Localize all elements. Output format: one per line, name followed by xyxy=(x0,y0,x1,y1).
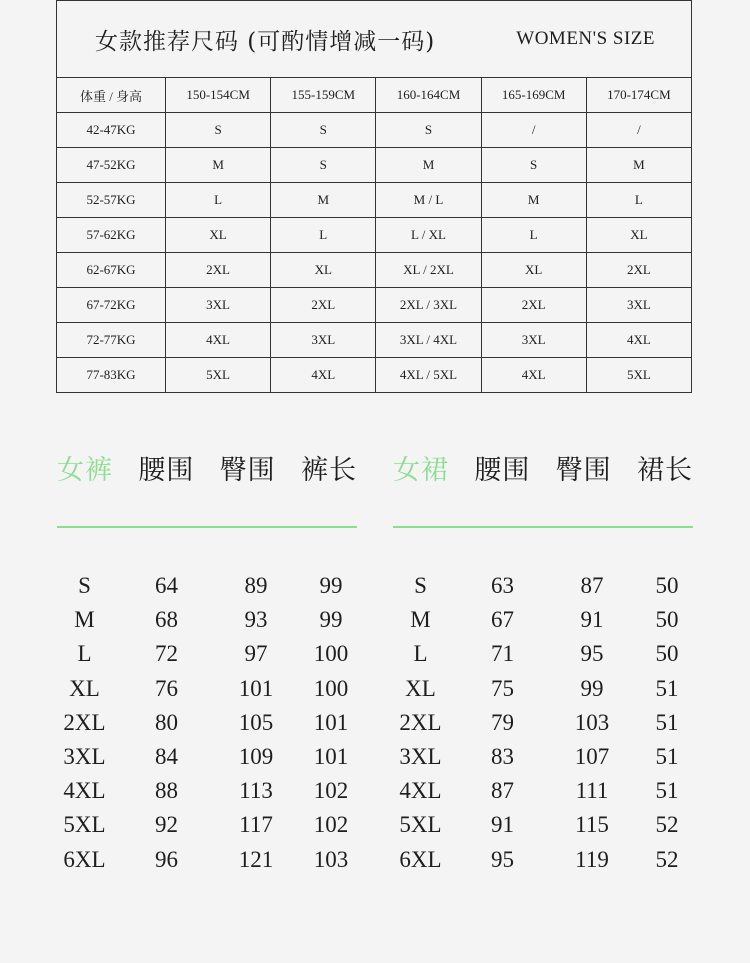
skirt-length-label: 裙长 xyxy=(636,454,693,486)
pants-length-label: 裤长 xyxy=(300,454,357,486)
skirt-waist-value: 71 xyxy=(491,641,514,667)
table-row xyxy=(57,113,692,148)
weight-cell: 72-77KG xyxy=(57,323,166,358)
pants-hip-value: 117 xyxy=(239,812,273,838)
skirt-hip-value: 107 xyxy=(574,744,610,770)
skirt-hip-value: 115 xyxy=(575,812,609,838)
skirt-size-label: 6XL xyxy=(399,846,442,872)
skirt-length-value: 52 xyxy=(655,812,679,838)
skirt-size-label: L xyxy=(413,641,428,667)
table-title-row xyxy=(57,1,692,78)
pants-size-label: S xyxy=(78,573,91,599)
pants-length-value: 99 xyxy=(319,573,343,599)
weight-cell: 52-57KG xyxy=(57,183,166,218)
pants-waist-value: 88 xyxy=(155,778,178,804)
pants-length-value: 102 xyxy=(313,812,349,838)
title-chinese: 女款推荐尺码 (可酌情增减一码) xyxy=(95,28,436,55)
pants-length-value: 103 xyxy=(313,846,349,872)
pants-measurement-section xyxy=(57,444,357,877)
size-cell: M / L xyxy=(376,183,481,218)
skirt-size-row xyxy=(393,603,693,637)
skirt-size-label: M xyxy=(410,607,431,633)
size-cell: M xyxy=(376,148,481,183)
size-cell: 2XL / 3XL xyxy=(376,288,481,323)
skirt-hip-value: 99 xyxy=(580,675,604,701)
pants-hip-value: 105 xyxy=(238,709,274,735)
weight-cell: 57-62KG xyxy=(57,218,166,253)
skirt-hip-value: 103 xyxy=(574,709,610,735)
table-row xyxy=(57,358,692,393)
skirt-waist-label: 腰围 xyxy=(474,454,531,486)
skirt-waist-value: 63 xyxy=(491,573,514,599)
skirt-waist-value: 75 xyxy=(491,675,514,701)
skirt-length-value: 51 xyxy=(655,675,679,701)
skirt-size-row xyxy=(393,740,693,774)
pants-length-value: 99 xyxy=(319,607,343,633)
skirt-hip-value: 111 xyxy=(575,778,609,804)
pants-size-row xyxy=(57,637,357,671)
skirt-size-row xyxy=(393,706,693,740)
pants-size-label: 2XL xyxy=(63,709,106,735)
size-cell: 4XL / 5XL xyxy=(376,358,481,393)
skirt-size-label: 3XL xyxy=(399,744,442,770)
pants-size-label: 5XL xyxy=(63,812,106,838)
header-height-col: 160-164CM xyxy=(376,78,481,113)
pants-hip-value: 89 xyxy=(244,573,268,599)
pants-hip-label: 臀围 xyxy=(219,454,276,486)
pants-waist-value: 92 xyxy=(155,812,178,838)
size-cell: 2XL xyxy=(166,253,271,288)
size-cell: M xyxy=(271,183,376,218)
pants-title: 女裤 xyxy=(57,454,113,486)
skirt-length-value: 51 xyxy=(655,778,679,804)
pants-size-label: M xyxy=(74,607,95,633)
pants-waist-value: 76 xyxy=(155,675,178,701)
pants-size-row xyxy=(57,569,357,603)
skirt-length-value: 51 xyxy=(655,709,679,735)
size-cell: XL / 2XL xyxy=(376,253,481,288)
pants-length-value: 102 xyxy=(313,778,349,804)
size-cell: M xyxy=(481,183,586,218)
pants-size-label: 3XL xyxy=(63,744,106,770)
size-cell: L xyxy=(271,218,376,253)
skirt-hip-value: 95 xyxy=(580,641,604,667)
pants-header xyxy=(57,444,357,490)
pants-size-row xyxy=(57,808,357,842)
pants-waist-value: 64 xyxy=(155,573,178,599)
table-title-cell xyxy=(57,1,692,78)
header-height-col: 150-154CM xyxy=(166,78,271,113)
size-cell: / xyxy=(586,113,691,148)
skirt-length-value: 51 xyxy=(655,744,679,770)
pants-hip-value: 109 xyxy=(238,744,274,770)
size-cell: S xyxy=(166,113,271,148)
weight-cell: 42-47KG xyxy=(57,113,166,148)
pants-waist-value: 68 xyxy=(155,607,178,633)
title-english: WOMEN'S SIZE xyxy=(516,28,655,49)
size-cell: XL xyxy=(481,253,586,288)
pants-length-value: 100 xyxy=(313,641,349,667)
table-row xyxy=(57,183,692,218)
size-cell: 3XL / 4XL xyxy=(376,323,481,358)
pants-size-label: XL xyxy=(69,675,100,701)
size-cell: S xyxy=(271,148,376,183)
size-cell: 4XL xyxy=(481,358,586,393)
pants-hip-value: 121 xyxy=(238,846,274,872)
pants-length-value: 100 xyxy=(313,675,349,701)
size-cell: 3XL xyxy=(586,288,691,323)
skirt-rows xyxy=(393,569,693,877)
pants-size-label: 6XL xyxy=(63,846,106,872)
size-cell: 2XL xyxy=(586,253,691,288)
skirt-size-row xyxy=(393,672,693,706)
skirt-size-row xyxy=(393,637,693,671)
size-cell: 4XL xyxy=(166,323,271,358)
weight-cell: 77-83KG xyxy=(57,358,166,393)
skirt-title: 女裙 xyxy=(393,454,449,486)
pants-size-label: 4XL xyxy=(63,778,106,804)
pants-hip-value: 93 xyxy=(244,607,268,633)
size-cell: S xyxy=(481,148,586,183)
skirt-measurement-section xyxy=(393,444,693,877)
pants-size-row xyxy=(57,706,357,740)
skirt-hip-value: 87 xyxy=(580,573,604,599)
size-cell: L xyxy=(481,218,586,253)
pants-size-row xyxy=(57,740,357,774)
size-cell: L / XL xyxy=(376,218,481,253)
size-cell: 2XL xyxy=(481,288,586,323)
skirt-length-value: 50 xyxy=(655,607,679,633)
table-row xyxy=(57,288,692,323)
size-cell: S xyxy=(271,113,376,148)
weight-cell: 67-72KG xyxy=(57,288,166,323)
table-row xyxy=(57,253,692,288)
skirt-size-label: 5XL xyxy=(399,812,442,838)
skirt-waist-value: 79 xyxy=(491,709,514,735)
size-cell: L xyxy=(166,183,271,218)
size-cell: 3XL xyxy=(481,323,586,358)
pants-length-value: 101 xyxy=(313,709,349,735)
table-row xyxy=(57,148,692,183)
skirt-size-row xyxy=(393,843,693,877)
pants-rows xyxy=(57,569,357,877)
pants-hip-value: 97 xyxy=(244,641,268,667)
size-cell: M xyxy=(166,148,271,183)
size-cell: 5XL xyxy=(166,358,271,393)
pants-size-row xyxy=(57,603,357,637)
skirt-size-label: XL xyxy=(405,675,436,701)
size-cell: 2XL xyxy=(271,288,376,323)
pants-waist-value: 80 xyxy=(155,709,178,735)
skirt-length-value: 50 xyxy=(655,573,679,599)
header-weight-height: 体重 / 身高 xyxy=(57,78,166,113)
size-cell: 3XL xyxy=(271,323,376,358)
skirt-hip-value: 91 xyxy=(580,607,604,633)
skirt-size-row xyxy=(393,808,693,842)
skirt-divider xyxy=(393,526,693,528)
skirt-size-row xyxy=(393,774,693,808)
size-cell: M xyxy=(586,148,691,183)
header-height-col: 155-159CM xyxy=(271,78,376,113)
skirt-waist-value: 83 xyxy=(491,744,514,770)
pants-size-row xyxy=(57,672,357,706)
skirt-header xyxy=(393,444,693,490)
skirt-length-value: 50 xyxy=(655,641,679,667)
size-cell: 3XL xyxy=(166,288,271,323)
pants-divider xyxy=(57,526,357,528)
pants-length-value: 101 xyxy=(313,744,349,770)
table-header-row xyxy=(57,78,692,113)
size-cell: XL xyxy=(586,218,691,253)
skirt-size-label: 2XL xyxy=(399,709,442,735)
size-recommendation-table xyxy=(56,0,692,393)
pants-waist-value: 72 xyxy=(155,641,178,667)
weight-cell: 62-67KG xyxy=(57,253,166,288)
pants-waist-value: 84 xyxy=(155,744,178,770)
size-cell: / xyxy=(481,113,586,148)
skirt-size-label: S xyxy=(414,573,427,599)
weight-cell: 47-52KG xyxy=(57,148,166,183)
skirt-size-row xyxy=(393,569,693,603)
skirt-length-value: 52 xyxy=(655,846,679,872)
skirt-waist-value: 87 xyxy=(491,778,514,804)
pants-waist-value: 96 xyxy=(155,846,178,872)
size-cell: 4XL xyxy=(271,358,376,393)
size-cell: S xyxy=(376,113,481,148)
skirt-waist-value: 95 xyxy=(491,846,514,872)
header-height-col: 170-174CM xyxy=(586,78,691,113)
skirt-waist-value: 67 xyxy=(491,607,514,633)
pants-hip-value: 113 xyxy=(239,778,273,804)
pants-size-label: L xyxy=(77,641,92,667)
size-cell: 4XL xyxy=(586,323,691,358)
pants-size-row xyxy=(57,843,357,877)
size-cell: 5XL xyxy=(586,358,691,393)
size-cell: L xyxy=(586,183,691,218)
header-height-col: 165-169CM xyxy=(481,78,586,113)
size-cell: XL xyxy=(166,218,271,253)
skirt-waist-value: 91 xyxy=(491,812,514,838)
size-cell: XL xyxy=(271,253,376,288)
skirt-hip-label: 臀围 xyxy=(555,454,612,486)
pants-waist-label: 腰围 xyxy=(138,454,195,486)
table-row xyxy=(57,323,692,358)
pants-size-row xyxy=(57,774,357,808)
table-row xyxy=(57,218,692,253)
skirt-size-label: 4XL xyxy=(399,778,442,804)
skirt-hip-value: 119 xyxy=(575,846,609,872)
pants-hip-value: 101 xyxy=(238,675,274,701)
